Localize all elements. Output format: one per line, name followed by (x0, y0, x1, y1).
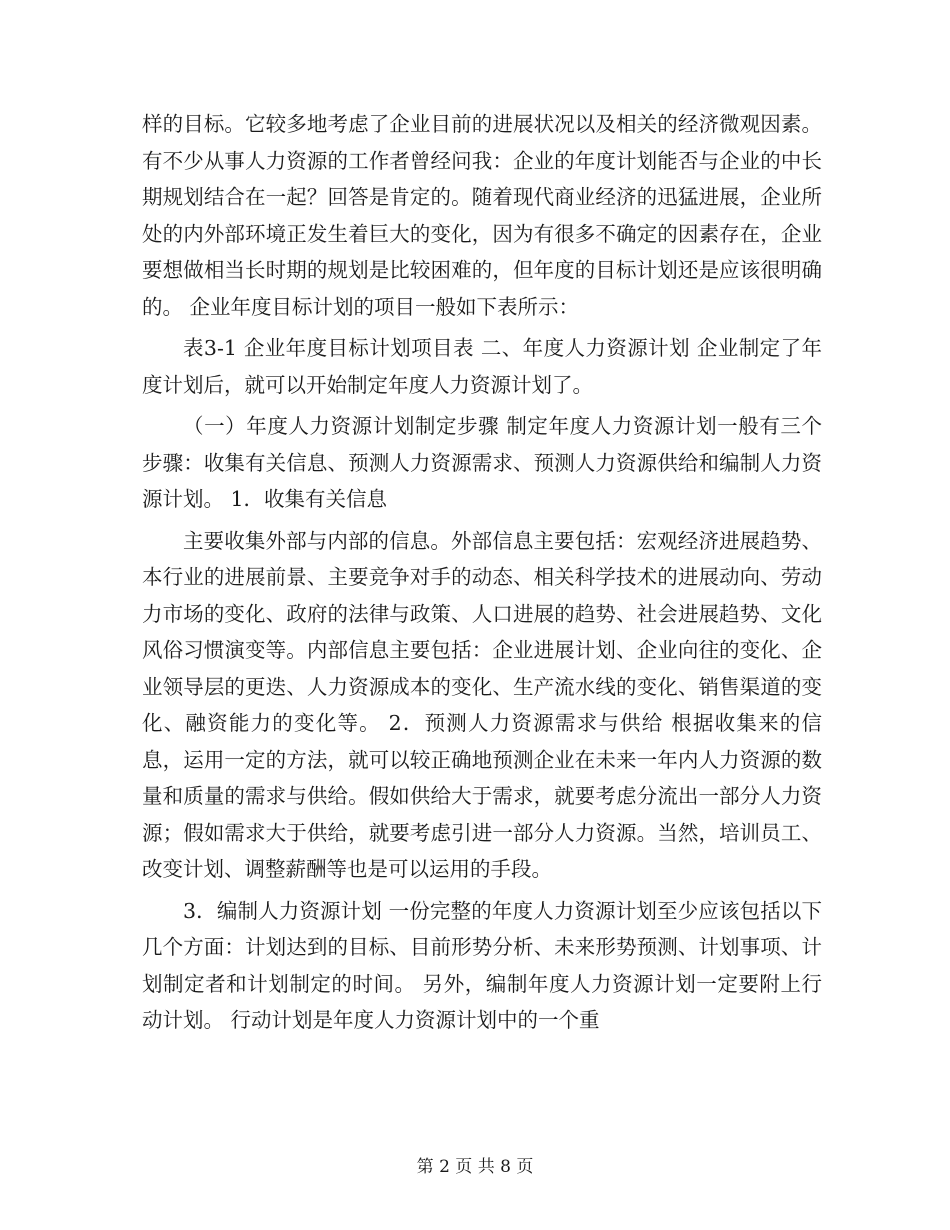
paragraph-4: 主要收集外部与内部的信息。外部信息主要包括：宏观经济进展趋势、本行业的进展前景、主要竞争对手的动态、相关科学技术的进展动向、劳动力市场的变化、政府的法律与政策、人口进展的趋势、社会进展趋势、文化风俗习惯演变等。内部信息主要包括：企业进展计划、企业向往的变化、企业领导层的更迭、人力资源成本的变化、生产流水线的变化、销售渠道的变化、融资能力的变化等。 2．预测人力资源需求与供给 根据收集来的信息，运用一定的方法，就可以较正确地预测企业在未来一年内人力资源的数量和质量的需求与供给。假如供给大于需求，就要考虑分流出一部分人力资源；假如需求大于供给，就要考虑引进一部分人力资源。当然，培训员工、改变计划、调整薪酬等也是可以运用的手段。 (142, 528, 822, 881)
paragraph-1: 样的目标。它较多地考虑了企业目前的进展状况以及相关的经济微观因素。 有不少从事人力资源的工作者曾经问我：企业的年度计划能否与企业的中长期规划结合在一起？回答是肯定的。随着现代商业经济的迅猛进展，企业所处的内外部环境正发生着巨大的变化，因为有很多不确定的因素存在，企业要想做相当长时期的规划是比较困难的，但年度的目标计划还是应该很明确的。 企业年度目标计划的项目一般如下表所示： (142, 112, 822, 319)
document-body (142, 106, 822, 1044)
page-number-footer: 第 2 页 共 8 页 (416, 1157, 534, 1177)
paragraph-3: （一）年度人力资源计划制定步骤 制定年度人力资源计划一般有三个步骤：收集有关信息、预测人力资源需求、预测人力资源供给和编制人力资源计划。 1．收集有关信息 (142, 414, 822, 511)
paragraph-5: 3．编制人力资源计划 一份完整的年度人力资源计划至少应该包括以下几个方面：计划达到的目标、目前形势分析、未来形势预测、计划事项、计划制定者和计划制定的时间。 另外，编制年度人力资源计划一定要附上行动计划。 行动计划是年度人力资源计划中的一个重 (142, 898, 822, 1032)
paragraph-2: 表3-1 企业年度目标计划项目表 二、年度人力资源计划 企业制定了年度计划后，就可以开始制定年度人力资源计划了。 (142, 336, 822, 397)
